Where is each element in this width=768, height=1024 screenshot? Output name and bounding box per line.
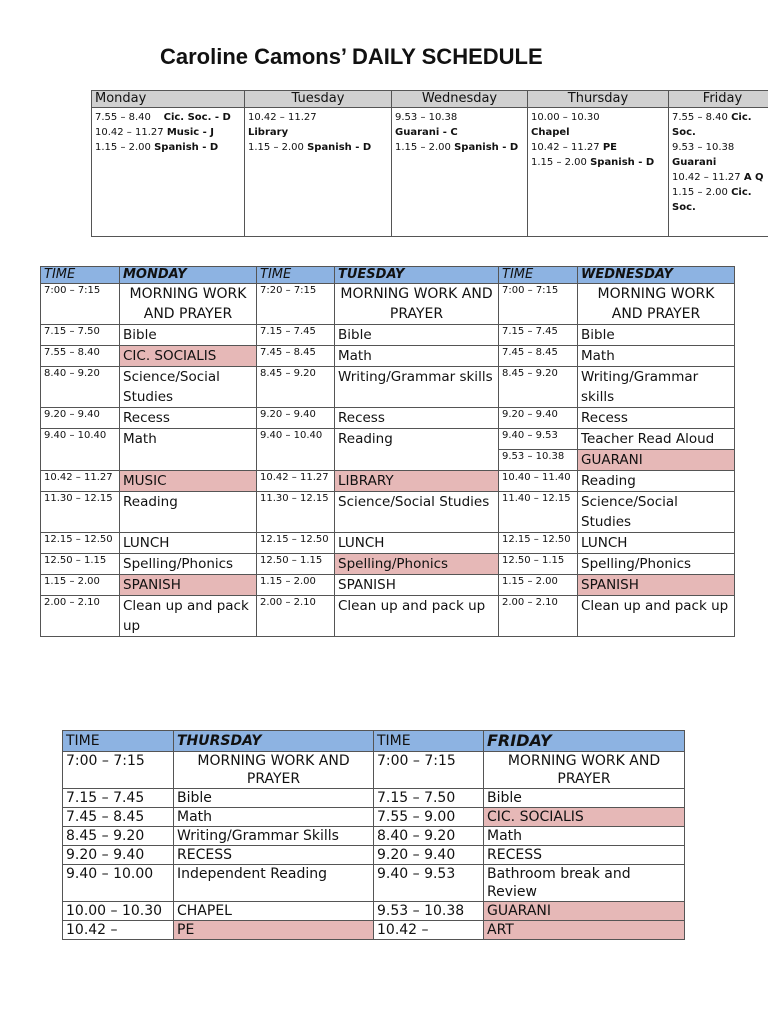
- activity-cell: SPANISH: [578, 575, 735, 596]
- activity-cell: Bible: [120, 325, 257, 346]
- activity-cell: GUARANI: [578, 450, 735, 471]
- schedule-table-thu-fri: [62, 730, 685, 940]
- activity-cell: Math: [578, 346, 735, 367]
- summary-table: [91, 90, 768, 237]
- activity-cell: SPANISH: [120, 575, 257, 596]
- table-row: [41, 575, 735, 596]
- summary-time: 10.00 – 10.30: [531, 112, 600, 123]
- activity-cell: Writing/Grammar skills: [578, 367, 735, 408]
- time-cell: 9.20 – 9.40: [257, 408, 335, 429]
- activity-cell: CHAPEL: [174, 902, 374, 921]
- time-header: TIME: [63, 731, 174, 752]
- summary-subject: Cic. Soc.: [672, 112, 752, 138]
- summary-subject: Spanish - D: [307, 142, 372, 153]
- table-row: [41, 367, 735, 408]
- time-cell: 7.45 – 8.45: [63, 808, 174, 827]
- activity-cell: Clean up and pack up: [578, 596, 735, 637]
- summary-header-monday: Monday: [92, 91, 245, 108]
- time-cell: 7.55 – 8.40: [41, 346, 120, 367]
- activity-cell: Bible: [174, 789, 374, 808]
- table-row: [63, 846, 685, 865]
- time-cell: 9.20 – 9.40: [374, 846, 484, 865]
- time-cell: 7.55 – 9.00: [374, 808, 484, 827]
- time-cell: 12.15 – 12.50: [499, 533, 578, 554]
- summary-subject: Library: [248, 127, 289, 138]
- table-row: [41, 471, 735, 492]
- table-row: [41, 533, 735, 554]
- day-header-monday: MONDAY: [120, 267, 257, 284]
- table-row: [63, 789, 685, 808]
- day-header-friday: FRIDAY: [484, 731, 685, 752]
- table-row: [41, 492, 735, 533]
- time-cell: 12.50 – 1.15: [257, 554, 335, 575]
- time-cell: 9.53 – 10.38: [374, 902, 484, 921]
- activity-cell: GUARANI: [484, 902, 685, 921]
- time-cell: 10.00 – 10.30: [63, 902, 174, 921]
- summary-header-tuesday: Tuesday: [245, 91, 392, 108]
- summary-time: 1.15 – 2.00: [395, 142, 451, 153]
- summary-header-thursday: Thursday: [528, 91, 669, 108]
- table-row: [41, 429, 735, 450]
- time-cell: 8.40 – 9.20: [374, 827, 484, 846]
- time-cell: 7:00 – 7:15: [374, 752, 484, 789]
- activity-cell: Spelling/Phonics: [578, 554, 735, 575]
- time-cell: 9.40 – 9.53: [374, 865, 484, 902]
- time-cell: 11.30 – 12.15: [257, 492, 335, 533]
- summary-time: 7.55 – 8.40: [672, 112, 728, 123]
- activity-cell: LIBRARY: [335, 471, 499, 492]
- time-cell: 1.15 – 2.00: [499, 575, 578, 596]
- table-row: [63, 865, 685, 902]
- summary-subject: Guarani - C: [395, 127, 458, 138]
- summary-subject: Guarani: [672, 157, 717, 168]
- table-row: [63, 752, 685, 789]
- time-cell: 12.50 – 1.15: [499, 554, 578, 575]
- day-header-tuesday: TUESDAY: [335, 267, 499, 284]
- time-cell: 7:20 – 7:15: [257, 284, 335, 325]
- time-cell: 9.20 – 9.40: [499, 408, 578, 429]
- table-row: [41, 596, 735, 637]
- time-header: TIME: [374, 731, 484, 752]
- activity-cell: Bible: [578, 325, 735, 346]
- time-cell: 7.45 – 8.45: [499, 346, 578, 367]
- time-cell: 10.42 –: [63, 921, 174, 940]
- activity-cell: Recess: [335, 408, 499, 429]
- activity-cell: Independent Reading: [174, 865, 374, 902]
- time-cell: 8.45 – 9.20: [63, 827, 174, 846]
- time-cell: 7:00 – 7:15: [41, 284, 120, 325]
- time-cell: 10.42 –: [374, 921, 484, 940]
- activity-cell: MORNING WORK AND PRAYER: [484, 752, 685, 789]
- time-cell: 1.15 – 2.00: [41, 575, 120, 596]
- summary-subject: Chapel: [531, 127, 570, 138]
- summary-subject: Spanish - D: [454, 142, 519, 153]
- activity-cell: Bible: [484, 789, 685, 808]
- time-header: TIME: [257, 267, 335, 284]
- activity-cell: Recess: [120, 408, 257, 429]
- activity-cell: LUNCH: [335, 533, 499, 554]
- summary-time: 9.53 – 10.38: [395, 112, 458, 123]
- summary-time: 10.42 – 11.27: [248, 112, 317, 123]
- summary-subject: Cic. Soc. - D: [163, 112, 231, 123]
- activity-cell: Clean up and pack up: [335, 596, 499, 637]
- time-cell: 12.15 – 12.50: [41, 533, 120, 554]
- time-cell: 10.42 – 11.27: [257, 471, 335, 492]
- table-row: [41, 554, 735, 575]
- activity-cell: CIC. SOCIALIS: [484, 808, 685, 827]
- summary-cell-monday: [92, 108, 245, 237]
- time-cell: 9.40 – 10.40: [41, 429, 120, 471]
- activity-cell: ART: [484, 921, 685, 940]
- time-cell: 7.45 – 8.45: [257, 346, 335, 367]
- activity-cell: Reading: [335, 429, 499, 471]
- activity-cell: SPANISH: [335, 575, 499, 596]
- summary-subject: PE: [602, 142, 617, 153]
- activity-cell: Recess: [578, 408, 735, 429]
- table-row: [41, 346, 735, 367]
- time-cell: 11.40 – 12.15: [499, 492, 578, 533]
- activity-cell: MORNING WORK AND PRAYER: [335, 284, 499, 325]
- activity-cell: PE: [174, 921, 374, 940]
- table-row: [63, 808, 685, 827]
- time-cell: 7.15 – 7.45: [63, 789, 174, 808]
- summary-cell-tuesday: [245, 108, 392, 237]
- summary-subject: Music - J: [166, 127, 215, 138]
- time-cell: 11.30 – 12.15: [41, 492, 120, 533]
- table-row: [63, 921, 685, 940]
- activity-cell: Reading: [120, 492, 257, 533]
- summary-time: 7.55 – 8.40: [95, 112, 151, 123]
- time-header: TIME: [41, 267, 120, 284]
- table-row: [41, 284, 735, 325]
- activity-cell: MORNING WORK AND PRAYER: [174, 752, 374, 789]
- time-cell: 9.20 – 9.40: [41, 408, 120, 429]
- activity-cell: Teacher Read Aloud: [578, 429, 735, 450]
- time-cell: 2.00 – 2.10: [41, 596, 120, 637]
- activity-cell: Reading: [578, 471, 735, 492]
- time-cell: 2.00 – 2.10: [257, 596, 335, 637]
- table-row: [41, 408, 735, 429]
- activity-cell: Bible: [335, 325, 499, 346]
- page-title: Caroline Camons’ DAILY SCHEDULE: [160, 44, 543, 69]
- activity-cell: Math: [335, 346, 499, 367]
- summary-time: 1.15 – 2.00: [248, 142, 304, 153]
- time-cell: 1.15 – 2.00: [257, 575, 335, 596]
- activity-cell: Science/Social Studies: [335, 492, 499, 533]
- time-cell: 7.15 – 7.45: [499, 325, 578, 346]
- summary-time: 1.15 – 2.00: [672, 187, 728, 198]
- time-cell: 12.15 – 12.50: [257, 533, 335, 554]
- summary-time: 10.42 – 11.27: [95, 127, 164, 138]
- activity-cell: Spelling/Phonics: [120, 554, 257, 575]
- activity-cell: Clean up and pack up: [120, 596, 257, 637]
- day-header-thursday: THURSDAY: [174, 731, 374, 752]
- summary-time: 10.42 – 11.27: [672, 172, 741, 183]
- activity-cell: Science/Social Studies: [578, 492, 735, 533]
- table-header-row: [41, 267, 735, 284]
- summary-subject: Spanish - D: [154, 142, 219, 153]
- activity-cell: Math: [120, 429, 257, 471]
- summary-subject: Cic. Soc.: [672, 187, 752, 213]
- activity-cell: LUNCH: [120, 533, 257, 554]
- summary-header-wednesday: Wednesday: [392, 91, 528, 108]
- summary-subject: A Q: [743, 172, 764, 183]
- activity-cell: MUSIC: [120, 471, 257, 492]
- schedule-table-mon-wed: [40, 266, 735, 637]
- summary-time: 1.15 – 2.00: [95, 142, 151, 153]
- time-cell: 9.20 – 9.40: [63, 846, 174, 865]
- table-row: [63, 902, 685, 921]
- time-header: TIME: [499, 267, 578, 284]
- activity-cell: Bathroom break and Review: [484, 865, 685, 902]
- time-cell: 8.40 – 9.20: [41, 367, 120, 408]
- activity-cell: Writing/Grammar skills: [335, 367, 499, 408]
- time-cell: 9.40 – 9.53: [499, 429, 578, 450]
- summary-header-friday: Friday: [669, 91, 768, 108]
- time-cell: 12.50 – 1.15: [41, 554, 120, 575]
- summary-cell-friday: [669, 108, 768, 237]
- summary-subject: Spanish - D: [590, 157, 655, 168]
- time-cell: 10.40 – 11.40: [499, 471, 578, 492]
- activity-cell: RECESS: [484, 846, 685, 865]
- time-cell: 7:00 – 7:15: [499, 284, 578, 325]
- summary-time: 10.42 – 11.27: [531, 142, 600, 153]
- summary-time: 1.15 – 2.00: [531, 157, 587, 168]
- summary-cell-thursday: [528, 108, 669, 237]
- time-cell: 7.15 – 7.50: [41, 325, 120, 346]
- table-row: [63, 827, 685, 846]
- day-header-wednesday: WEDNESDAY: [578, 267, 735, 284]
- summary-cell-wednesday: [392, 108, 528, 237]
- activity-cell: MORNING WORK AND PRAYER: [120, 284, 257, 325]
- table-row: [41, 325, 735, 346]
- activity-cell: Science/Social Studies: [120, 367, 257, 408]
- time-cell: 9.40 – 10.00: [63, 865, 174, 902]
- activity-cell: RECESS: [174, 846, 374, 865]
- time-cell: 2.00 – 2.10: [499, 596, 578, 637]
- time-cell: 7:00 – 7:15: [63, 752, 174, 789]
- table-header-row: [63, 731, 685, 752]
- time-cell: 9.53 – 10.38: [499, 450, 578, 471]
- activity-cell: Math: [174, 808, 374, 827]
- summary-time: 9.53 – 10.38: [672, 142, 735, 153]
- time-cell: 7.15 – 7.50: [374, 789, 484, 808]
- time-cell: 8.45 – 9.20: [499, 367, 578, 408]
- time-cell: 7.15 – 7.45: [257, 325, 335, 346]
- time-cell: 10.42 – 11.27: [41, 471, 120, 492]
- activity-cell: Spelling/Phonics: [335, 554, 499, 575]
- activity-cell: MORNING WORK AND PRAYER: [578, 284, 735, 325]
- activity-cell: Math: [484, 827, 685, 846]
- activity-cell: Writing/Grammar Skills: [174, 827, 374, 846]
- activity-cell: LUNCH: [578, 533, 735, 554]
- time-cell: 9.40 – 10.40: [257, 429, 335, 471]
- time-cell: 8.45 – 9.20: [257, 367, 335, 408]
- activity-cell: CIC. SOCIALIS: [120, 346, 257, 367]
